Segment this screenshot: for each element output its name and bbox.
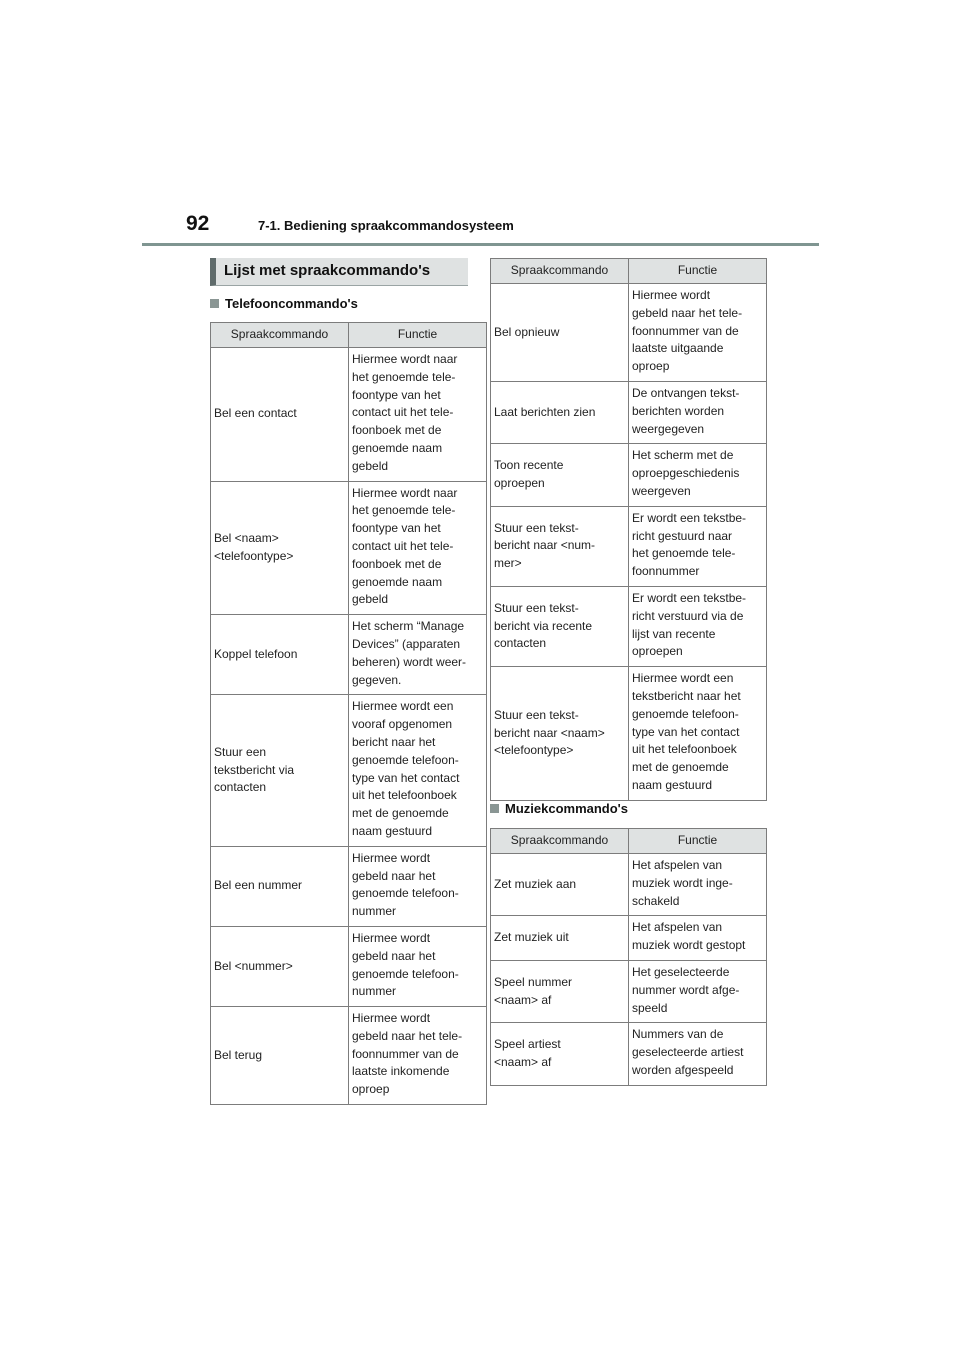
function-cell: Hiermee wordt een vooraf opgenomen bericht naar het genoemde telefoon- type van het contact uit het telefoonboek met de genoemde naam gestuurd: [349, 695, 487, 846]
command-cell: Stuur een tekst- bericht naar <num- mer>: [491, 506, 629, 586]
command-cell: Bel <naam> <telefoontype>: [211, 481, 349, 615]
function-cell: Nummers van de geselecteerde artiest worden afgespeeld: [629, 1023, 767, 1085]
col-header-command: Spraakcommando: [491, 259, 629, 284]
command-cell: Bel opnieuw: [491, 284, 629, 382]
command-cell: Bel een contact: [211, 348, 349, 482]
command-cell: Stuur een tekst- bericht via recente contacten: [491, 586, 629, 666]
command-cell: Bel terug: [211, 1007, 349, 1105]
table-row: [211, 481, 487, 615]
command-cell: Speel artiest <naam> af: [491, 1023, 629, 1085]
music-commands-heading: [490, 801, 628, 816]
command-cell: Zet muziek uit: [491, 916, 629, 961]
table-row: [491, 854, 767, 916]
table-row: [491, 960, 767, 1022]
command-cell: Stuur een tekstbericht via contacten: [211, 695, 349, 846]
phone-commands-heading: [210, 296, 358, 311]
function-cell: Hiermee wordt gebeld naar het genoemde telefoon- nummer: [349, 926, 487, 1006]
function-cell: Hiermee wordt naar het genoemde tele- foontype van het contact uit het tele- foonboek met de genoemde naam gebeld: [349, 348, 487, 482]
phone-commands-continued-body: [491, 284, 767, 801]
function-cell: Hiermee wordt een tekstbericht naar het genoemde telefoon- type van het contact uit het telefoonboek met de genoemde naam gestuurd: [629, 667, 767, 801]
function-cell: Er wordt een tekstbe- richt gestuurd naar het genoemde tele- foonnummer: [629, 506, 767, 586]
function-cell: Hiermee wordt naar het genoemde tele- foontype van het contact uit het tele- foonboek met de genoemde naam gebeld: [349, 481, 487, 615]
table-row: [491, 1023, 767, 1085]
function-cell: Het geselecteerde nummer wordt afge- speeld: [629, 960, 767, 1022]
phone-commands-heading-text: Telefooncommando's: [225, 296, 358, 311]
table-row: [211, 348, 487, 482]
table-row: [491, 506, 767, 586]
table-header-row: [491, 259, 767, 284]
table-row: [211, 615, 487, 695]
table-row: [211, 1007, 487, 1105]
function-cell: Het scherm met de oproepgeschiedenis weergeven: [629, 444, 767, 506]
function-cell: Hiermee wordt gebeld naar het genoemde telefoon- nummer: [349, 846, 487, 926]
command-cell: Bel een nummer: [211, 846, 349, 926]
music-commands-table: [490, 828, 767, 1086]
command-cell: Koppel telefoon: [211, 615, 349, 695]
function-cell: Er wordt een tekstbe- richt verstuurd via de lijst van recente oproepen: [629, 586, 767, 666]
table-row: [491, 916, 767, 961]
col-header-function: Functie: [349, 323, 487, 348]
col-header-command: Spraakcommando: [211, 323, 349, 348]
music-commands-body: [491, 854, 767, 1086]
table-header-row: [211, 323, 487, 348]
command-cell: Laat berichten zien: [491, 381, 629, 443]
table-row: [491, 667, 767, 801]
header-divider: [142, 243, 819, 246]
table-row: [491, 586, 767, 666]
table-row: [491, 381, 767, 443]
phone-commands-table: [210, 322, 487, 1105]
table-row: [491, 284, 767, 382]
function-cell: De ontvangen tekst- berichten worden weergegeven: [629, 381, 767, 443]
col-header-command: Spraakcommando: [491, 829, 629, 854]
section-header: 7-1. Bediening spraakcommandosysteem: [258, 218, 514, 233]
col-header-function: Functie: [629, 829, 767, 854]
table-header-row: [491, 829, 767, 854]
function-cell: Het afspelen van muziek wordt gestopt: [629, 916, 767, 961]
function-cell: Hiermee wordt gebeld naar het tele- foonnummer van de laatste inkomende oproep: [349, 1007, 487, 1105]
table-row: [211, 926, 487, 1006]
phone-commands-continued-table: [490, 258, 767, 801]
table-row: [491, 444, 767, 506]
list-title: Lijst met spraakcommando's: [224, 262, 431, 279]
function-cell: Hiermee wordt gebeld naar het tele- foonnummer van de laatste uitgaande oproep: [629, 284, 767, 382]
function-cell: Het afspelen van muziek wordt inge- schakeld: [629, 854, 767, 916]
list-title-box: [210, 258, 468, 286]
square-bullet-icon: [210, 299, 219, 308]
command-cell: Speel nummer <naam> af: [491, 960, 629, 1022]
col-header-function: Functie: [629, 259, 767, 284]
page-number: 92: [186, 212, 210, 235]
square-bullet-icon: [490, 804, 499, 813]
table-row: [211, 846, 487, 926]
music-commands-heading-text: Muziekcommando's: [505, 801, 629, 816]
table-row: [211, 695, 487, 846]
command-cell: Bel <nummer>: [211, 926, 349, 1006]
command-cell: Zet muziek aan: [491, 854, 629, 916]
phone-commands-body: [211, 348, 487, 1105]
command-cell: Toon recente oproepen: [491, 444, 629, 506]
command-cell: Stuur een tekst- bericht naar <naam> <telefoontype>: [491, 667, 629, 801]
function-cell: Het scherm “Manage Devices” (apparaten beheren) wordt weer- gegeven.: [349, 615, 487, 695]
